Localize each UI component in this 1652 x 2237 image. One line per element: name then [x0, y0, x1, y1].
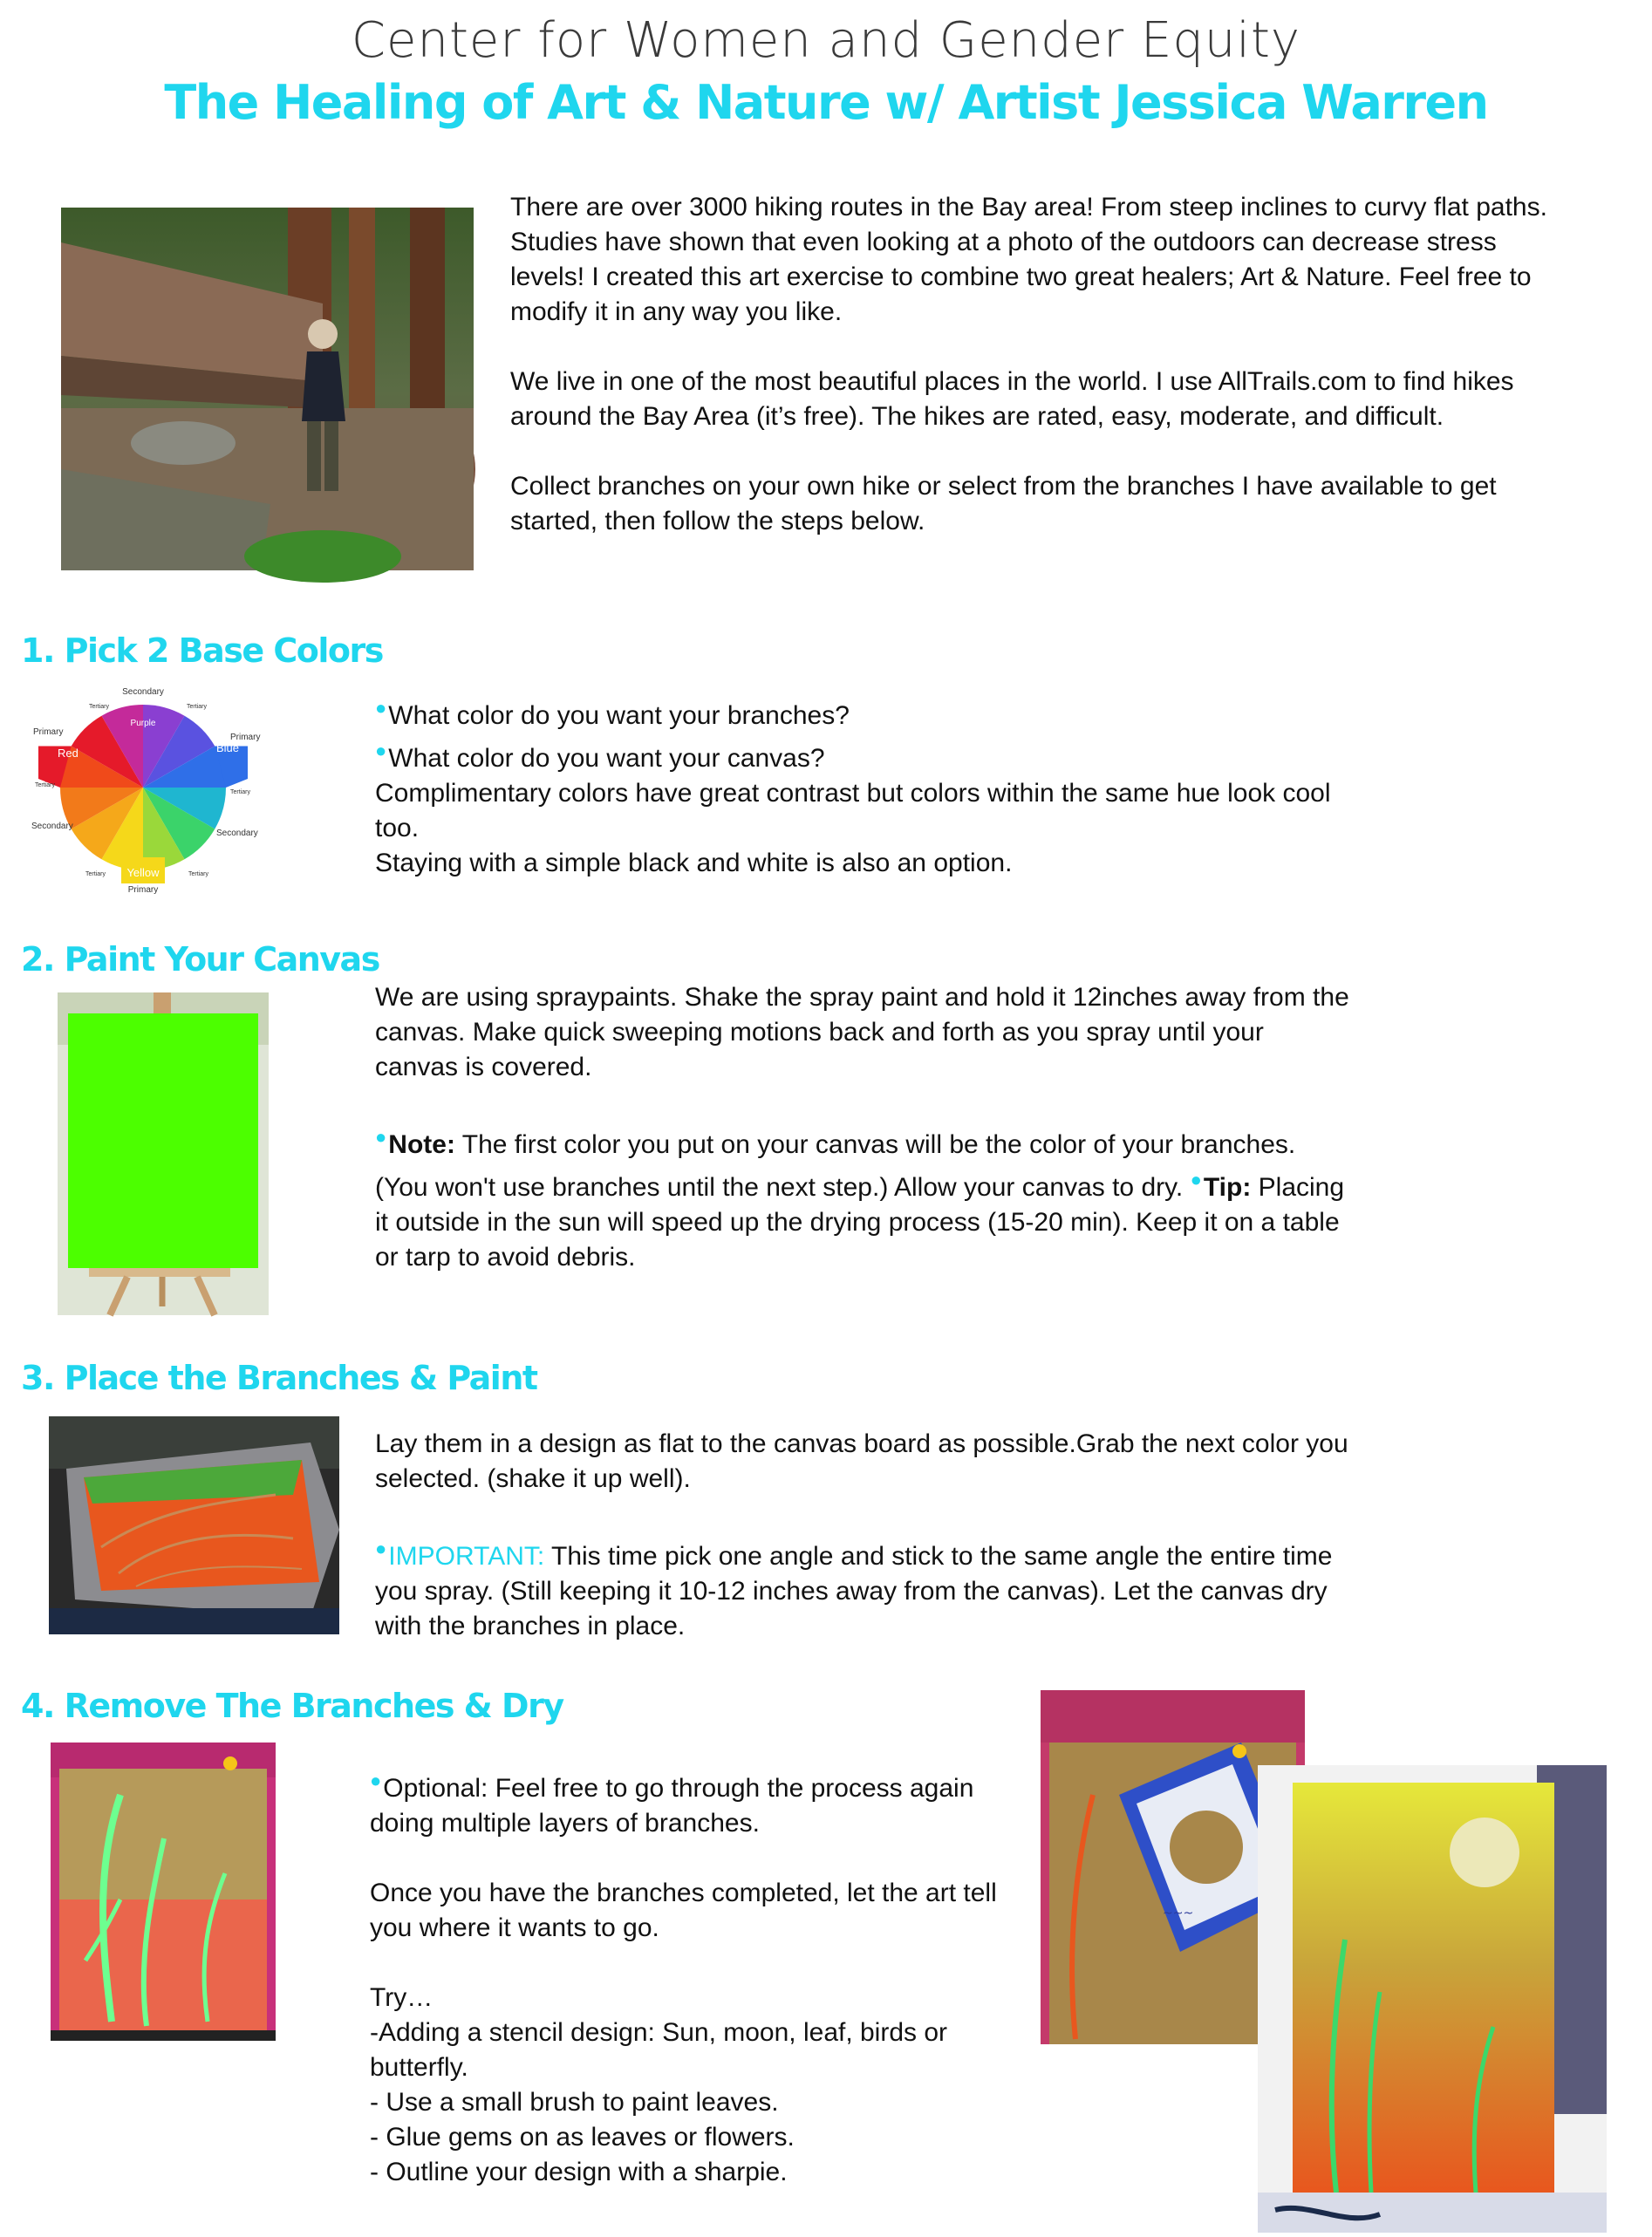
- wheel-label-blue: Blue: [216, 741, 240, 754]
- wheel-label-red: Red: [58, 747, 79, 760]
- try-item: -Adding a stencil design: Sun, moon, leaf, birds or butterfly.: [370, 2018, 948, 2082]
- wheel-label-top: Secondary: [122, 687, 164, 697]
- tip-label: Tip:: [1203, 1173, 1252, 1202]
- wheel-label-tertiary: Tertiary: [35, 782, 55, 788]
- step-3-paragraph: Lay them in a design as flat to the canvas board as possible.Grab the next color you selected. (shake it up well).: [375, 1429, 1348, 1493]
- step-1-line: [375, 691, 1352, 733]
- hiker-photo: [61, 208, 474, 570]
- intro-paragraph: Collect branches on your own hike or select from the branches I have available to get started, then follow the steps below.: [510, 472, 1497, 535]
- stencil-card-text-icon: ~~~: [1163, 1906, 1194, 1920]
- wheel-label-left-secondary: Secondary: [31, 822, 73, 831]
- note-label: Note:: [388, 1130, 455, 1159]
- wheel-label-purple: Purple: [130, 719, 156, 728]
- try-label: Try…: [370, 1983, 433, 2012]
- important-label: IMPORTANT:: [388, 1542, 545, 1571]
- wheel-label-left-primary: Primary: [33, 727, 64, 737]
- try-item: - Outline your design with a sharpie.: [370, 2158, 788, 2186]
- wheel-label-bottom: Primary: [127, 885, 159, 895]
- step-2-note: [375, 1120, 1352, 1275]
- step-1-title: 1. Pick 2 Base Colors: [21, 631, 383, 670]
- step-4-paragraph: Once you have the branches completed, let the art tell you where it wants to go.: [370, 1879, 997, 1942]
- step-4-text: [370, 1763, 1033, 2190]
- intro-text: [510, 190, 1574, 539]
- important-text: This time pick one angle and stick to the same angle the entire time you spray. (Still keeping it 10-12 inches away from the canvas). Let the canvas dry with the branches in place.: [375, 1542, 1333, 1640]
- wheel-label-right-secondary: Secondary: [216, 829, 258, 838]
- tip-text: Placing it outside in the sun will speed up the drying process (15-20 min). Keep it on a table or tarp to avoid debris.: [375, 1173, 1345, 1272]
- bullet-icon: ●: [375, 1538, 387, 1559]
- step-1-line: Staying with a simple black and white is also an option.: [375, 849, 1013, 877]
- color-wheel: [31, 680, 261, 895]
- step-2-title: 2. Paint Your Canvas: [21, 940, 379, 979]
- wheel-label-tertiary: Tertiary: [89, 704, 109, 710]
- wheel-label-right-primary: Primary: [230, 733, 261, 742]
- try-item: - Use a small brush to paint leaves.: [370, 2088, 779, 2117]
- bullet-icon: ●: [375, 740, 387, 761]
- bullet-icon: ●: [1190, 1169, 1202, 1190]
- step-4-title: 4. Remove The Branches & Dry: [21, 1687, 563, 1725]
- step-4-optional: [370, 1763, 1033, 1841]
- step-1-question: What color do you want your canvas?: [388, 744, 825, 773]
- wheel-label-tertiary: Tertiary: [85, 871, 106, 877]
- intro-paragraph: There are over 3000 hiking routes in the Bay area! From steep inclines to curvy flat paths. Studies have shown that even looking at a photo of the outdoors can decrease stress levels! I created this art exercise to combine two great healers; Art & Nature. Feel free to modify it in any way you like.: [510, 193, 1547, 326]
- step-2-text: [375, 980, 1352, 1275]
- org-title: Center for Women and Gender Equity: [351, 12, 1301, 69]
- step-1-line: [375, 733, 1352, 776]
- step-1-question: What color do you want your branches?: [388, 701, 850, 730]
- step-1-text: [375, 691, 1352, 881]
- wheel-label-tertiary: Tertiary: [188, 871, 208, 877]
- finished-branches-photo: [51, 1743, 276, 2041]
- wheel-label-tertiary: Tertiary: [187, 704, 207, 710]
- bullet-icon: ●: [375, 1126, 387, 1148]
- bullet-icon: ●: [375, 697, 387, 719]
- step-3-title: 3. Place the Branches & Paint: [21, 1359, 537, 1397]
- branches-spray-photo: [49, 1416, 339, 1634]
- page-title: The Healing of Art & Nature w/ Artist Jessica Warren: [164, 75, 1488, 130]
- step-1-line: Complimentary colors have great contrast but colors within the same hue look cool too.: [375, 779, 1331, 842]
- finished-art-photo: [1258, 1765, 1607, 2233]
- green-canvas-photo: [58, 992, 269, 1315]
- bullet-icon: ●: [370, 1770, 382, 1791]
- note-text: The first color you put on your canvas will be the color of your branches. (You won't use branches until the next step.) Allow your canvas to dry.: [375, 1130, 1296, 1202]
- wheel-label-tertiary: Tertiary: [230, 789, 250, 795]
- try-item: - Glue gems on as leaves or flowers.: [370, 2123, 795, 2152]
- intro-paragraph: We live in one of the most beautiful places in the world. I use AllTrails.com to find hikes around the Bay Area (it’s free). The hikes are rated, easy, moderate, and difficult.: [510, 367, 1514, 431]
- step-2-paragraph: We are using spraypaints. Shake the spray paint and hold it 12inches away from the canvas. Make quick sweeping motions back and forth as you spray until your canvas is covered.: [375, 983, 1349, 1081]
- step-3-important: [375, 1531, 1352, 1644]
- optional-text: Optional: Feel free to go through the process again doing multiple layers of branches.: [370, 1774, 974, 1838]
- step-3-text: [375, 1427, 1352, 1644]
- wheel-label-yellow: Yellow: [126, 866, 160, 879]
